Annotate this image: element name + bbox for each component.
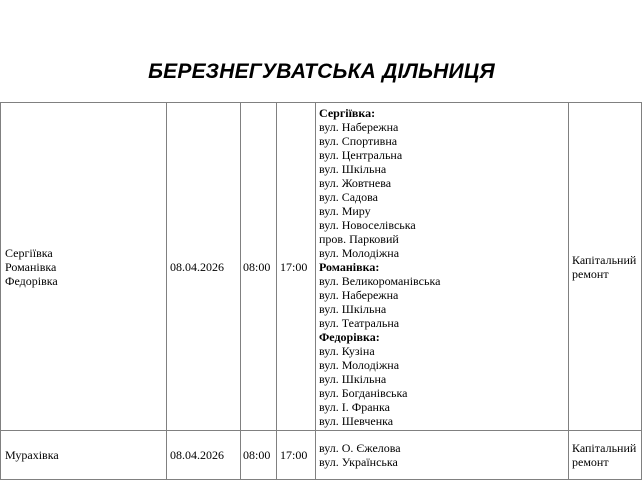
street-item: вул. О. Єжелова xyxy=(319,441,401,455)
street-item: вул. Кузіна xyxy=(319,343,375,358)
villages-cell xyxy=(1,103,167,431)
street-item: пров. Парковий xyxy=(319,231,399,246)
street-item: вул. Молодіжна xyxy=(319,357,400,372)
reason-line: Капітальний xyxy=(572,441,637,455)
streets-cell xyxy=(316,103,569,431)
street-group-title: Федорівка: xyxy=(319,329,380,344)
village-name: Мурахівка xyxy=(5,448,59,462)
reason-line: ремонт xyxy=(572,266,609,281)
end-time-cell: 17:00 xyxy=(277,103,316,431)
street-item: вул. Великороманівська xyxy=(319,273,441,288)
street-item: вул. Театральна xyxy=(319,315,400,330)
street-item: вул. Шкільна xyxy=(319,371,387,386)
outage-table xyxy=(0,102,642,480)
street-item: вул. Набережна xyxy=(319,119,399,134)
reason-cell xyxy=(569,103,642,431)
streets-cell xyxy=(316,431,569,480)
street-item: вул. Українська xyxy=(319,455,398,469)
street-item: вул. Шкільна xyxy=(319,161,387,176)
street-group-title: Сергіївка: xyxy=(319,105,376,120)
village-name: Романівка xyxy=(5,259,57,274)
street-item: вул. Садова xyxy=(319,189,378,204)
street-item: вул. Шкільна xyxy=(319,301,387,316)
street-item: вул. Новоселівська xyxy=(319,217,416,232)
date-cell: 08.04.2026 xyxy=(167,431,241,480)
start-time-cell: 08:00 xyxy=(241,103,277,431)
street-item: вул. Жовтнева xyxy=(319,175,392,190)
reason-cell xyxy=(569,431,642,480)
street-item: вул. Молодіжна xyxy=(319,245,400,260)
street-item: вул. Богданівська xyxy=(319,385,408,400)
street-item: вул. Спортивна xyxy=(319,133,398,148)
page-title: БЕРЕЗНЕГУВАТСЬКА ДІЛЬНИЦЯ xyxy=(148,60,495,83)
street-item: вул. Центральна xyxy=(319,147,403,162)
start-time-cell: 08:00 xyxy=(241,431,277,480)
table-row xyxy=(1,103,642,431)
street-item: вул. Миру xyxy=(319,203,371,218)
village-name: Федорівка xyxy=(5,273,58,288)
street-item: вул. Набережна xyxy=(319,287,399,302)
street-item: вул. Шевченка xyxy=(319,413,394,428)
street-item: вул. І. Франка xyxy=(319,399,390,414)
end-time-cell: 17:00 xyxy=(277,431,316,480)
village-name: Сергіївка xyxy=(5,245,53,260)
villages-cell xyxy=(1,431,167,480)
date-cell: 08.04.2026 xyxy=(167,103,241,431)
reason-line: ремонт xyxy=(572,455,609,469)
street-group-title: Романівка: xyxy=(319,259,380,274)
reason-line: Капітальний xyxy=(572,252,637,267)
table-row xyxy=(1,431,642,480)
